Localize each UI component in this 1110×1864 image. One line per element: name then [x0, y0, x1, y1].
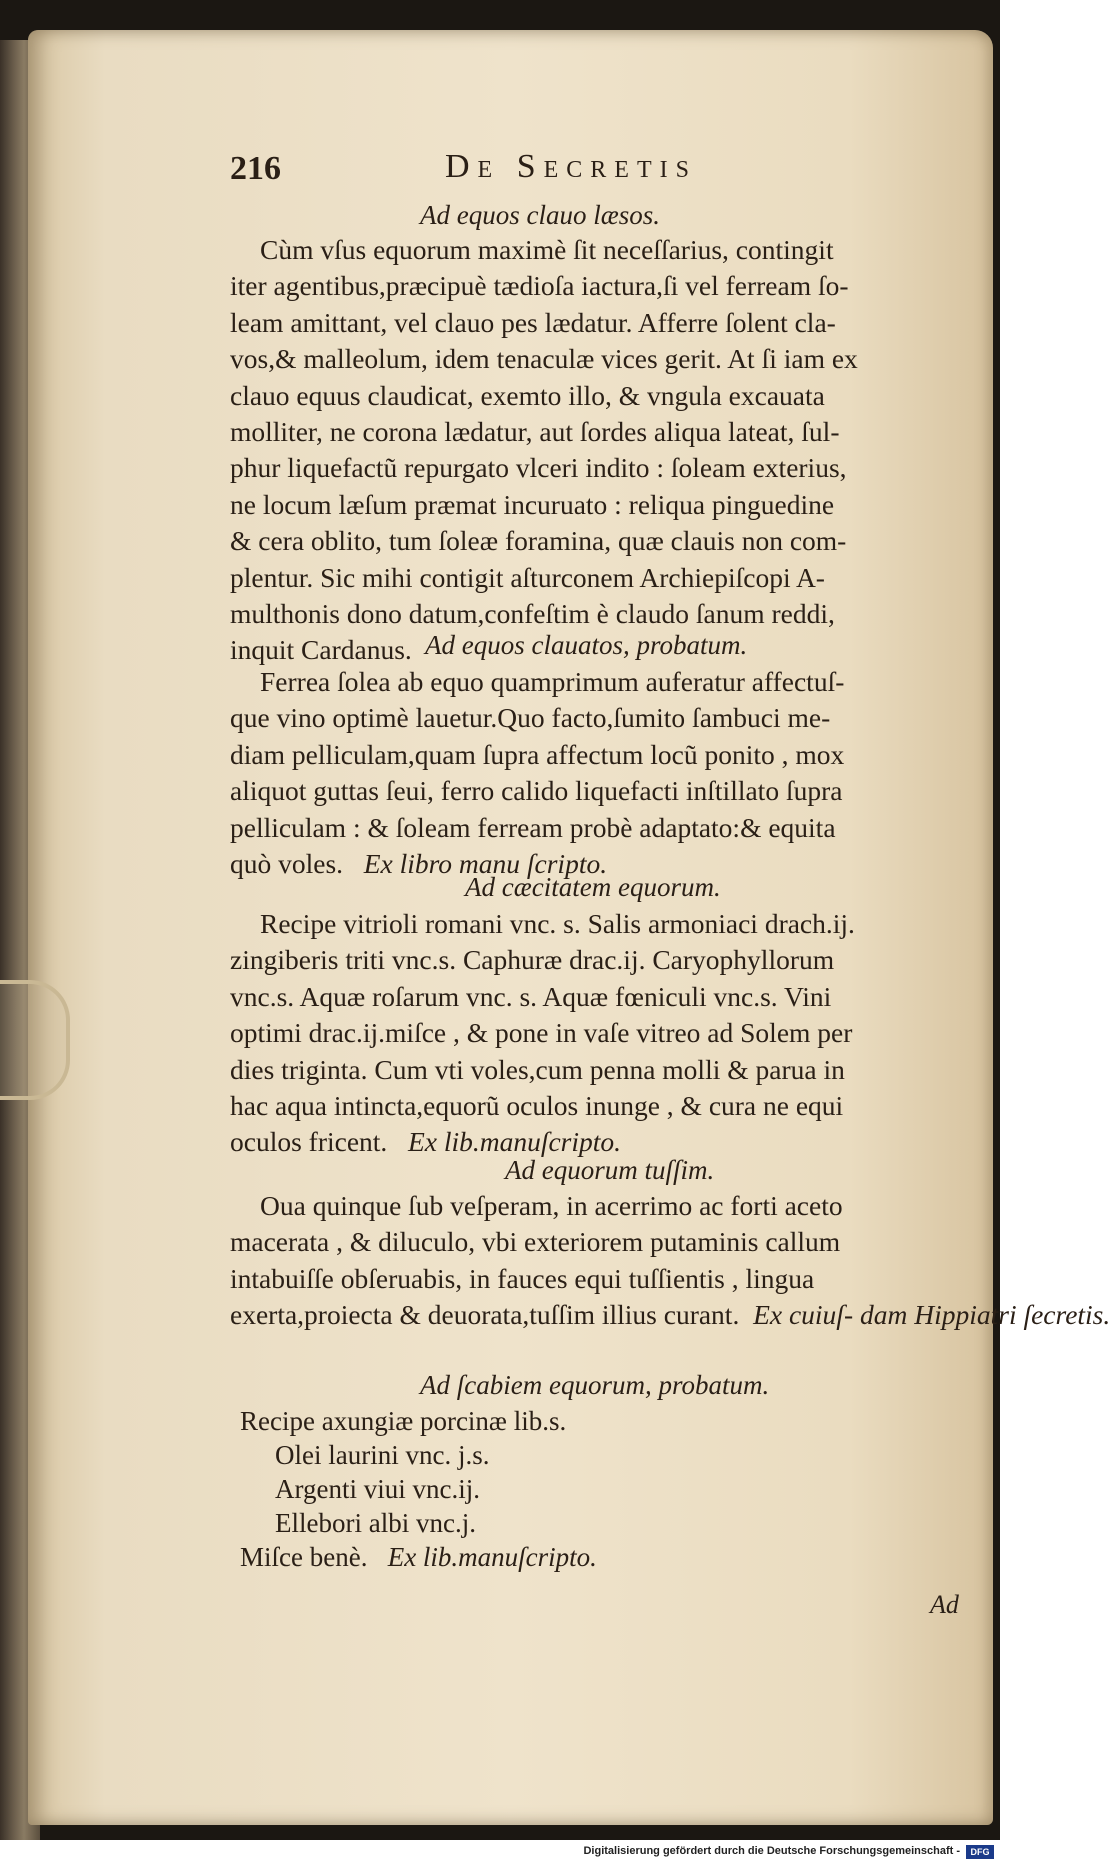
text-line: plentur. Sic mihi contigit aſturconem Archiepiſcopi A-	[230, 561, 825, 593]
text-line: Oua quinque ſub veſperam, in acerrimo ac forti aceto	[260, 1190, 843, 1221]
text-line: pelliculam : & ſoleam ferream probè adaptato:& equita	[230, 811, 836, 843]
text-line: diam pelliculam,quam ſupra affectum locũ ponito , mox	[230, 738, 845, 770]
text-line: exerta,proiecta & deuorata,tuſſim illius curant.	[230, 1299, 740, 1331]
text-line: Cùm vſus equorum maximè ſit neceſſarius, contingit	[260, 234, 834, 265]
source-citation: Ex libro manu ſcripto.	[363, 848, 608, 880]
section-heading: Ad ſcabiem equorum, probatum.	[420, 1370, 770, 1400]
dfg-logo: DFG	[966, 1845, 994, 1859]
text-line: zingiberis triti vnc.s. Caphuræ drac.ij. Caryophyllorum	[230, 944, 835, 976]
text-line: multhonis dono datum,confeſtim è claudo ſanum reddi,	[230, 598, 835, 630]
ingredient-line: Miſce benè.	[240, 1542, 368, 1572]
text-line: vos,& malleolum, idem tenaculæ vices gerit. At ſi iam ex	[230, 343, 858, 375]
source-citation: Ex cuiuſ- dam Hippiatri ſecretis.	[753, 1299, 1110, 1331]
text-line: Recipe vitrioli romani vnc. s. Salis armoniaci drach.ij.	[260, 908, 855, 939]
text-line: macerata , & diluculo, vbi exteriorem putaminis callum	[230, 1226, 841, 1258]
text-line: phur liquefactũ repurgato vlceri indito : ſoleam exterius,	[230, 452, 847, 484]
text-line: quò voles.	[230, 848, 344, 880]
catchword: Ad	[930, 1590, 959, 1619]
section-heading: Ad equos clauatos, probatum.	[425, 630, 748, 660]
ingredient-line: Argenti viui vnc.ij.	[275, 1474, 480, 1504]
ingredient-line: Ellebori albi vnc.j.	[275, 1508, 476, 1538]
text-line-with-source	[230, 1297, 1110, 1333]
source-citation: Ex lib.manuſcripto.	[387, 1542, 597, 1572]
text-line: dies triginta. Cum vti voles,cum penna molli & parua in	[230, 1053, 845, 1085]
text-line: optimi drac.ij.miſce , & pone in vaſe vitreo ad Solem per	[230, 1017, 853, 1049]
text-line: leam amittant, vel clauo pes lædatur. Afferre ſolent cla-	[230, 306, 836, 338]
book-clasp	[0, 980, 70, 1100]
section-heading: Ad equorum tuſſim.	[505, 1155, 715, 1185]
ingredient-line: Recipe axungiæ porcinæ lib.s.	[240, 1406, 567, 1436]
section-paragraph	[230, 1188, 1110, 1334]
text-line: oculos fricent.	[230, 1126, 388, 1158]
ingredient-line-with-source	[240, 1542, 597, 1573]
ingredient-line: Olei laurini vnc. j.s.	[275, 1440, 490, 1470]
text-line: molliter, ne corona lædatur, aut ſordes aliqua lateat, ſul-	[230, 416, 840, 448]
digitization-credit: Digitalisierung gefördert durch die Deutsche Forschungsgemeinschaft -	[583, 1845, 960, 1857]
page-number: 216	[230, 150, 281, 187]
section-paragraph	[230, 664, 844, 882]
text-line: Ferrea ſolea ab equo quamprimum auferatur affectuſ-	[260, 666, 845, 697]
text-line: aliquot guttas ſeui, ferro calido liquefacti inſtillato ſupra	[230, 775, 843, 807]
section-paragraph	[230, 232, 858, 669]
text-line: ne locum læſum præmat incuruato : reliqua pinguedine	[230, 488, 835, 520]
section-heading: Ad cæcitatem equorum.	[465, 872, 721, 902]
text-line: vnc.s. Aquæ roſarum vnc. s. Aquæ fœniculi vnc.s. Vini	[230, 980, 832, 1012]
section-heading: Ad equos clauo læsos.	[420, 200, 660, 230]
text-line: intabuiſſe obſeruabis, in fauces equi tuſſientis , lingua	[230, 1262, 815, 1294]
text-line: que vino optimè lauetur.Quo facto,ſumito ſambuci me-	[230, 702, 831, 734]
text-line: inquit Cardanus.	[230, 634, 412, 666]
source-citation: Ex lib.manuſcripto.	[407, 1126, 622, 1158]
running-head: De Secretis	[445, 148, 697, 185]
text-line: & cera oblito, tum ſoleæ foramina, quæ clauis non com-	[230, 525, 847, 557]
section-paragraph	[230, 906, 855, 1161]
text-line: iter agentibus,præcipuè tædioſa iactura,ſi vel ferream ſo-	[230, 270, 849, 302]
text-line: hac aqua intincta,equorũ oculos inunge , & cura ne equi	[230, 1090, 844, 1122]
text-line: clauo equus claudicat, exemto illo, & vngula excauata	[230, 379, 825, 411]
